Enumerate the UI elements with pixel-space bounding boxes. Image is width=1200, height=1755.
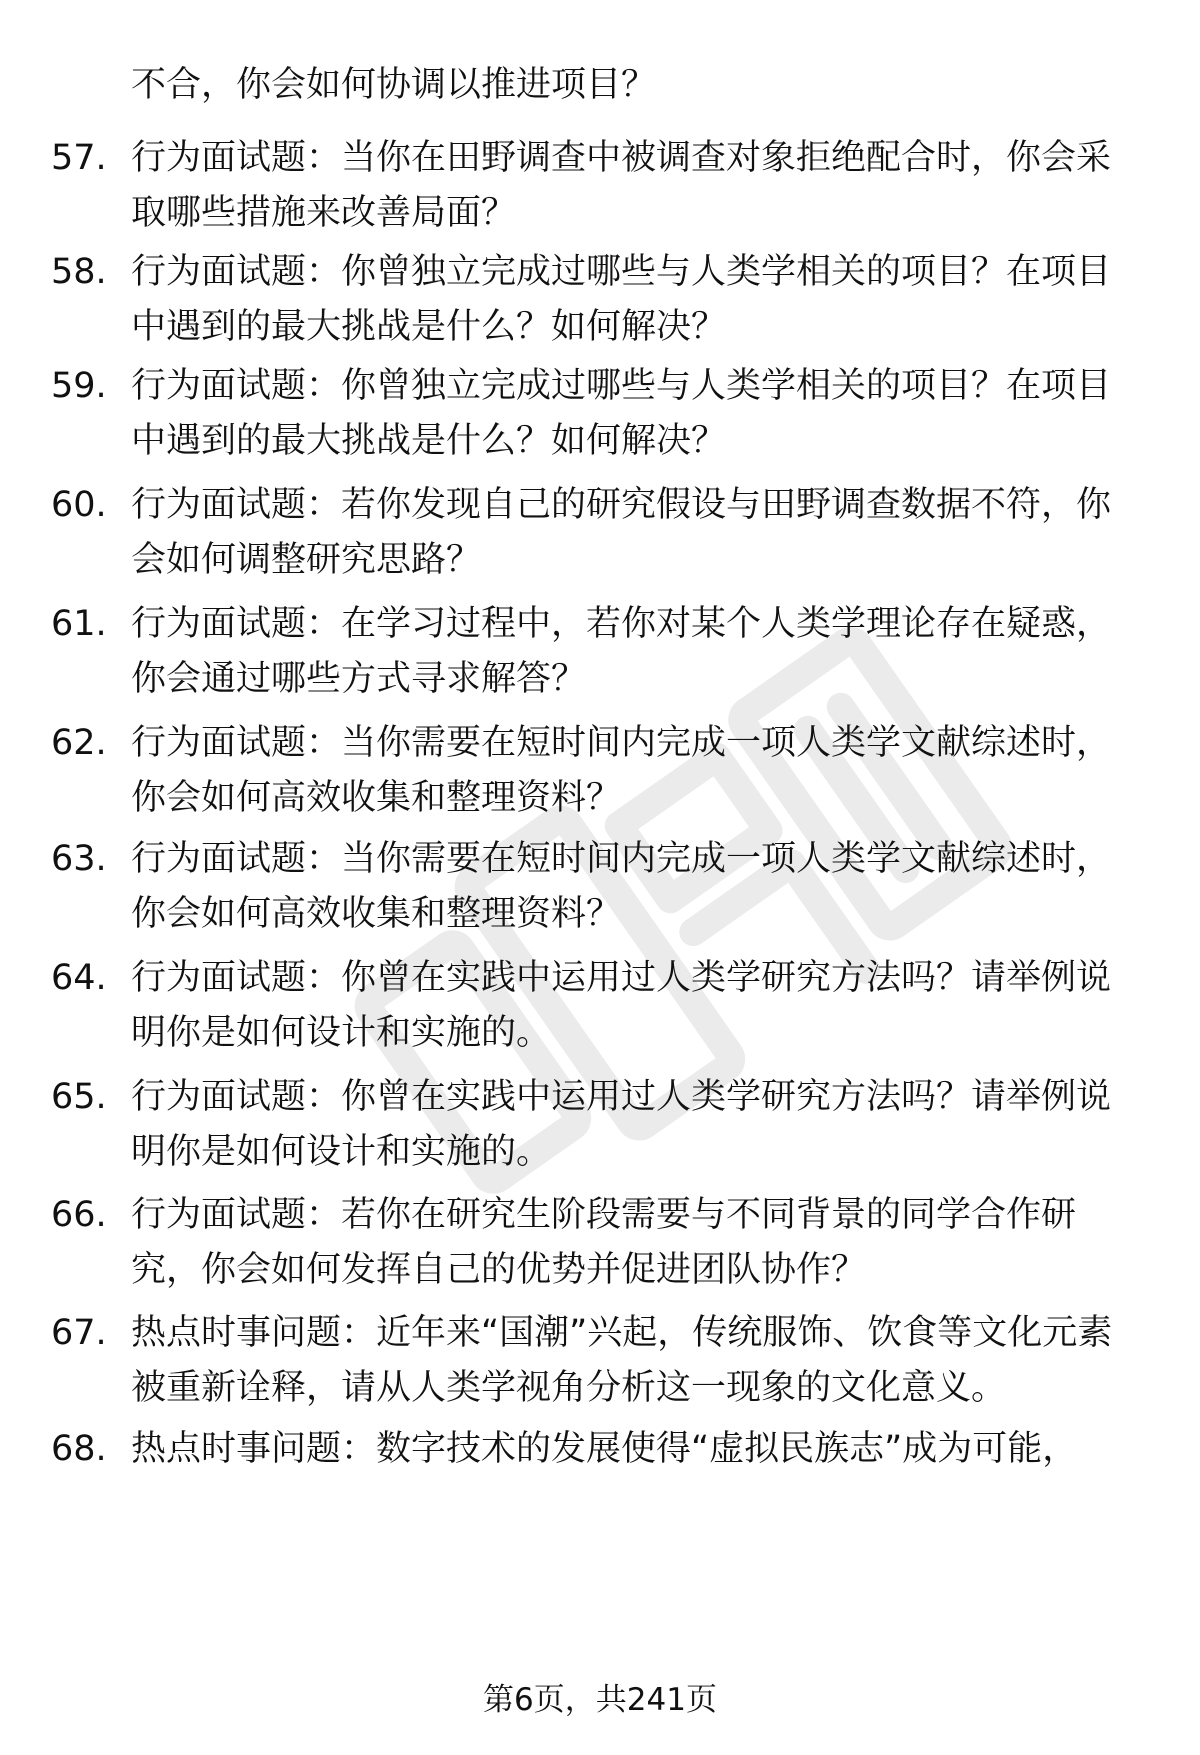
question-text: 行为面试题：你曾在实践中运用过人类学研究方法吗？请举例说明你是如何设计和实施的。	[131, 1077, 1112, 1172]
question-text: 行为面试题：若你发现自己的研究假设与田野调查数据不符，你会如何调整研究思路？	[131, 485, 1112, 580]
question-number: 68.	[51, 1429, 107, 1469]
question-number: 62.	[51, 723, 107, 763]
page-footer: 第6页，共241页	[483, 1682, 717, 1718]
question-number: 60.	[51, 485, 107, 525]
question-text: 行为面试题：在学习过程中，若你对某个人类学理论存在疑惑，你会通过哪些方式寻求解答？	[131, 604, 1112, 699]
question-number: 58.	[51, 252, 107, 292]
question-text: 热点时事问题：数字技术的发展使得“虚拟民族志”成为可能，	[131, 1429, 1078, 1469]
question-number: 57.	[51, 138, 107, 178]
question-number: 63.	[51, 839, 107, 879]
question-text: 行为面试题：你曾独立完成过哪些与人类学相关的项目？在项目中遇到的最大挑战是什么？如何解决？	[131, 252, 1112, 347]
question-number: 65.	[51, 1077, 107, 1117]
question-number: 67.	[51, 1313, 107, 1353]
question-number: 61.	[51, 604, 107, 644]
question-text: 行为面试题：你曾在实践中运用过人类学研究方法吗？请举例说明你是如何设计和实施的。	[131, 958, 1112, 1053]
question-text: 热点时事问题：近年来“国潮”兴起，传统服饰、饮食等文化元素被重新诠释，请从人类学视角分析这一现象的文化意义。	[131, 1313, 1113, 1408]
question-text: 行为面试题：若你在研究生阶段需要与不同背景的同学合作研究，你会如何发挥自己的优势并促进团队协作？	[131, 1195, 1077, 1290]
question-text: 行为面试题：当你在田野调查中被调查对象拒绝配合时，你会采取哪些措施来改善局面？	[131, 138, 1112, 233]
question-number: 59.	[51, 366, 107, 406]
question-number: 64.	[51, 958, 107, 998]
question-number: 66.	[51, 1195, 107, 1235]
continued-question-text: 不合，你会如何协调以推进项目？	[131, 65, 657, 105]
question-text: 行为面试题：当你需要在短时间内完成一项人类学文献综述时，你会如何高效收集和整理资料？	[131, 839, 1112, 934]
question-text: 行为面试题：你曾独立完成过哪些与人类学相关的项目？在项目中遇到的最大挑战是什么？如何解决？	[131, 366, 1112, 461]
question-text: 行为面试题：当你需要在短时间内完成一项人类学文献综述时，你会如何高效收集和整理资料？	[131, 723, 1112, 818]
